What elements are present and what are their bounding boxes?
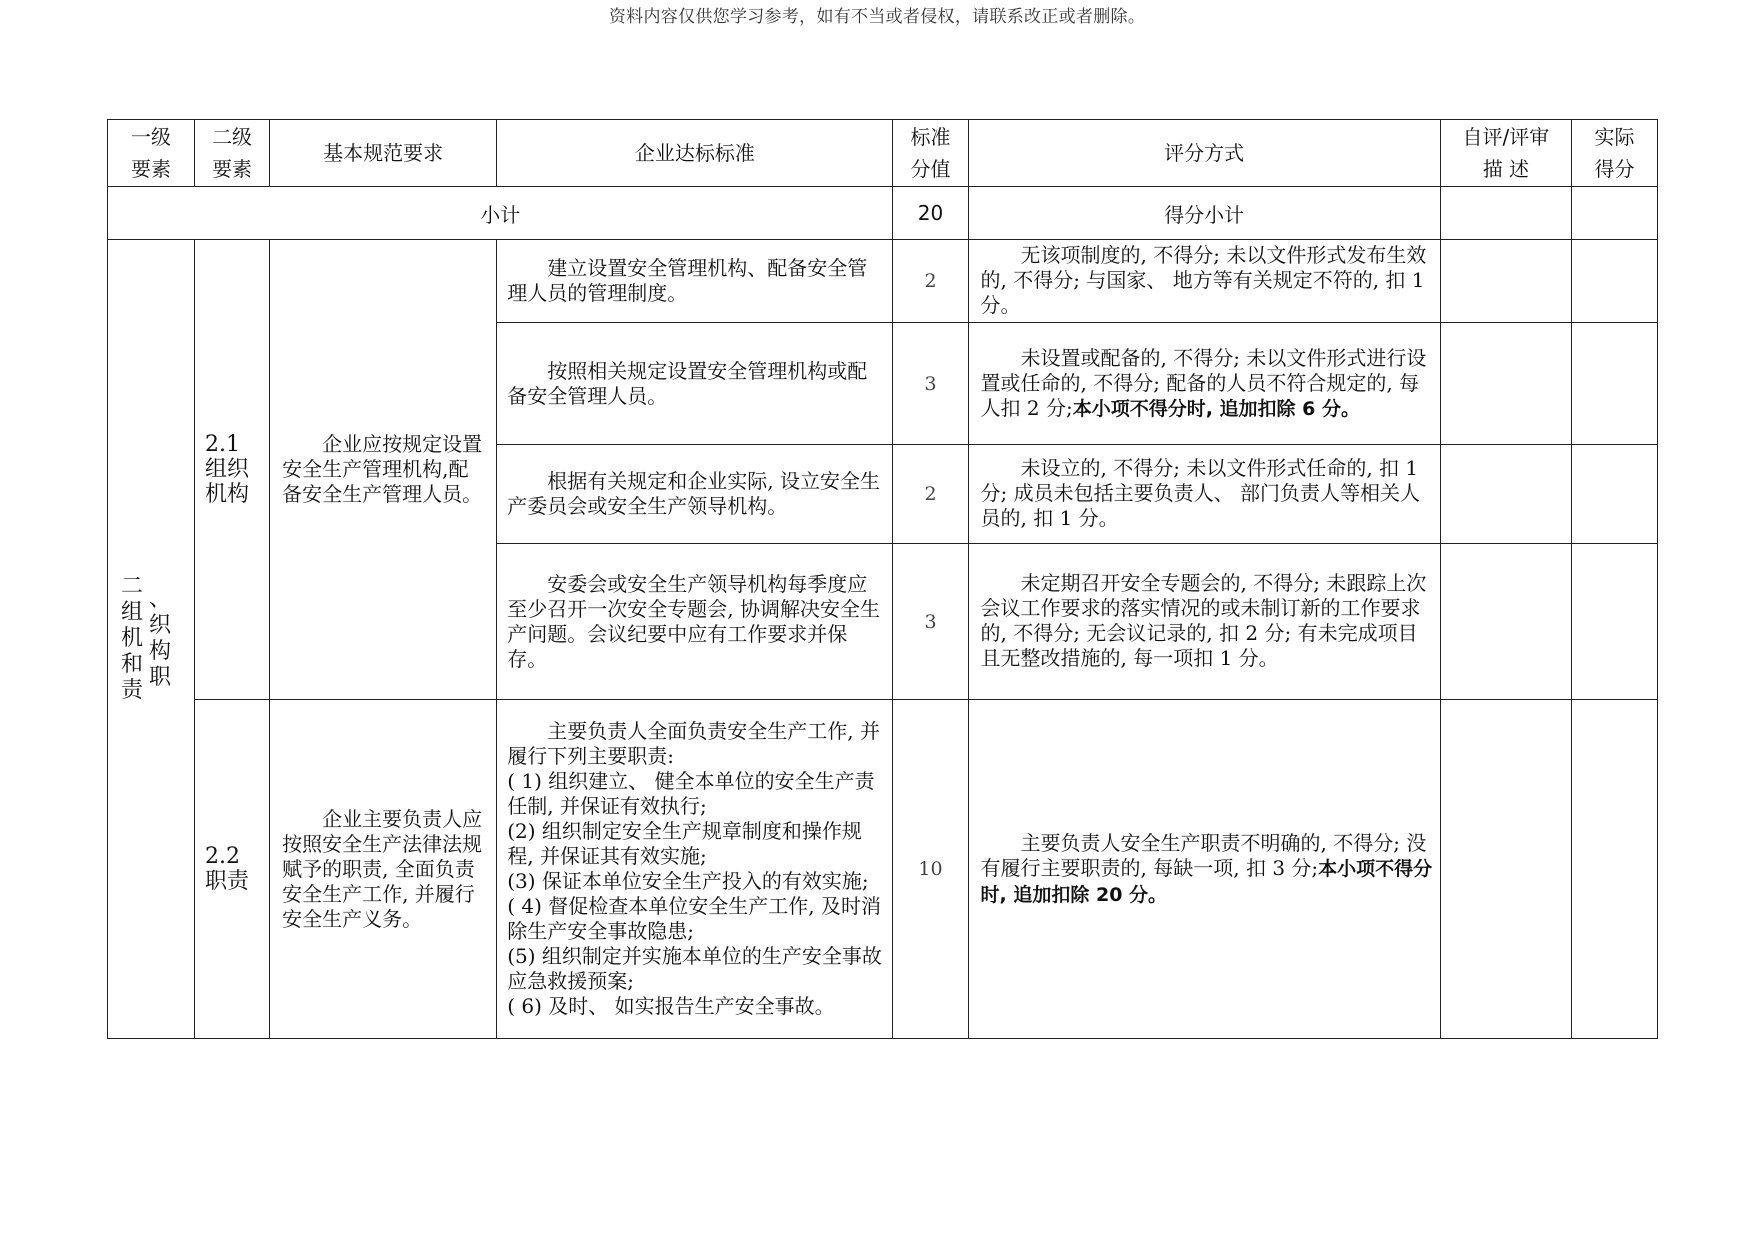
header-enterprise-standard: 企业达标标准	[497, 120, 893, 187]
standard-cell: 安委会或安全生产领导机构每季度应至少召开一次安全专题会, 协调解决安全生产问题。会议纪要中应有工作要求并保存。	[497, 544, 893, 700]
table-row	[108, 700, 1658, 1039]
standard-cell: 根据有关规定和企业实际, 设立安全生产委员会或安全生产领导机构。	[497, 445, 893, 544]
actual-score-cell	[1571, 323, 1657, 445]
self-eval-cell	[1440, 445, 1571, 544]
subtotal-label: 小计	[108, 187, 893, 240]
header-level2: 二级 要素	[195, 120, 270, 187]
header-basic-requirement: 基本规范要求	[270, 120, 497, 187]
evaluation-table	[107, 119, 1658, 1039]
header-row	[108, 120, 1658, 187]
level2-element-duty: 2.2 职责	[195, 700, 270, 1039]
level2-element-org: 2.1 组织机构	[195, 240, 270, 700]
method-cell: 未设置或配备的, 不得分; 未以文件形式进行设置或任命的, 不得分; 配备的人员不符合规定的, 每人扣 2 分;本小项不得分时, 追加扣除 6 分。	[968, 323, 1440, 445]
self-eval-cell	[1440, 323, 1571, 445]
header-actual-score: 实际 得分	[1571, 120, 1657, 187]
subtotal-score: 20	[893, 187, 968, 240]
subtotal-actual-cell	[1571, 187, 1657, 240]
subtotal-method: 得分小计	[968, 187, 1440, 240]
score-cell: 2	[893, 445, 968, 544]
score-cell: 10	[893, 700, 968, 1039]
method-cell: 未定期召开安全专题会的, 不得分; 未跟踪上次会议工作要求的落实情况的或未制订新的工作要求的, 不得分; 无会议记录的, 扣 2 分; 有未完成项目且无整改措施的, 每一项扣 1 分。	[968, 544, 1440, 700]
standard-cell-duties: 主要负责人全面负责安全生产工作, 并履行下列主要职责: ( 1) 组织建立、 健全本单位的安全生产责任制, 并保证有效执行; (2) 组织制定安全生产规章制度和操作规程, 并保证其有效实施; (3) 保证本单位安全生产投入的有效实施; ( 4) 督促检查本单位安全生产工作, 及时消除生产安全事故隐患; (5) 组织制定并实施本单位的生产安全事故应急救援预案; ( 6) 及时、 如实报告生产安全事故。	[497, 700, 893, 1039]
actual-score-cell	[1571, 544, 1657, 700]
self-eval-cell	[1440, 240, 1571, 323]
header-scoring-method: 评分方式	[968, 120, 1440, 187]
actual-score-cell	[1571, 700, 1657, 1039]
basic-requirement-org: 企业应按规定设置安全生产管理机构,配备安全生产管理人员。	[270, 240, 497, 700]
method-cell: 主要负责人安全生产职责不明确的, 不得分; 没有履行主要职责的, 每缺一项, 扣 3 分;本小项不得分时, 追加扣除 20 分。	[968, 700, 1440, 1039]
basic-requirement-duty: 企业主要负责人应按照安全生产法律法规赋予的职责, 全面负责安全生产工作, 并履行安全生产义务。	[270, 700, 497, 1039]
score-cell: 3	[893, 323, 968, 445]
self-eval-cell	[1440, 700, 1571, 1039]
header-standard-score: 标准 分值	[893, 120, 968, 187]
subtotal-self-eval-cell	[1440, 187, 1571, 240]
table-row	[108, 240, 1658, 323]
subtotal-row	[108, 187, 1658, 240]
disclaimer-text: 资料内容仅供您学习参考，如有不当或者侵权，请联系改正或者删除。	[608, 7, 1146, 27]
actual-score-cell	[1571, 240, 1657, 323]
header-self-evaluation: 自评/评审 描 述	[1440, 120, 1571, 187]
header-level1: 一级 要素	[108, 120, 195, 187]
method-cell: 无该项制度的, 不得分; 未以文件形式发布生效的, 不得分; 与国家、 地方等有关规定不符的, 扣 1 分。	[968, 240, 1440, 323]
standard-cell: 建立设置安全管理机构、配备安全管理人员的管理制度。	[497, 240, 893, 323]
method-cell: 未设立的, 不得分; 未以文件形式任命的, 扣 1 分; 成员未包括主要负责人、 部门负责人等相关人员的, 扣 1 分。	[968, 445, 1440, 544]
self-eval-cell	[1440, 544, 1571, 700]
actual-score-cell	[1571, 445, 1657, 544]
standard-cell: 按照相关规定设置安全管理机构或配备安全管理人员。	[497, 323, 893, 445]
level1-element-cell: 二 组 机 和 责 、 织 构 职	[108, 240, 195, 1039]
score-cell: 2	[893, 240, 968, 323]
score-cell: 3	[893, 544, 968, 700]
